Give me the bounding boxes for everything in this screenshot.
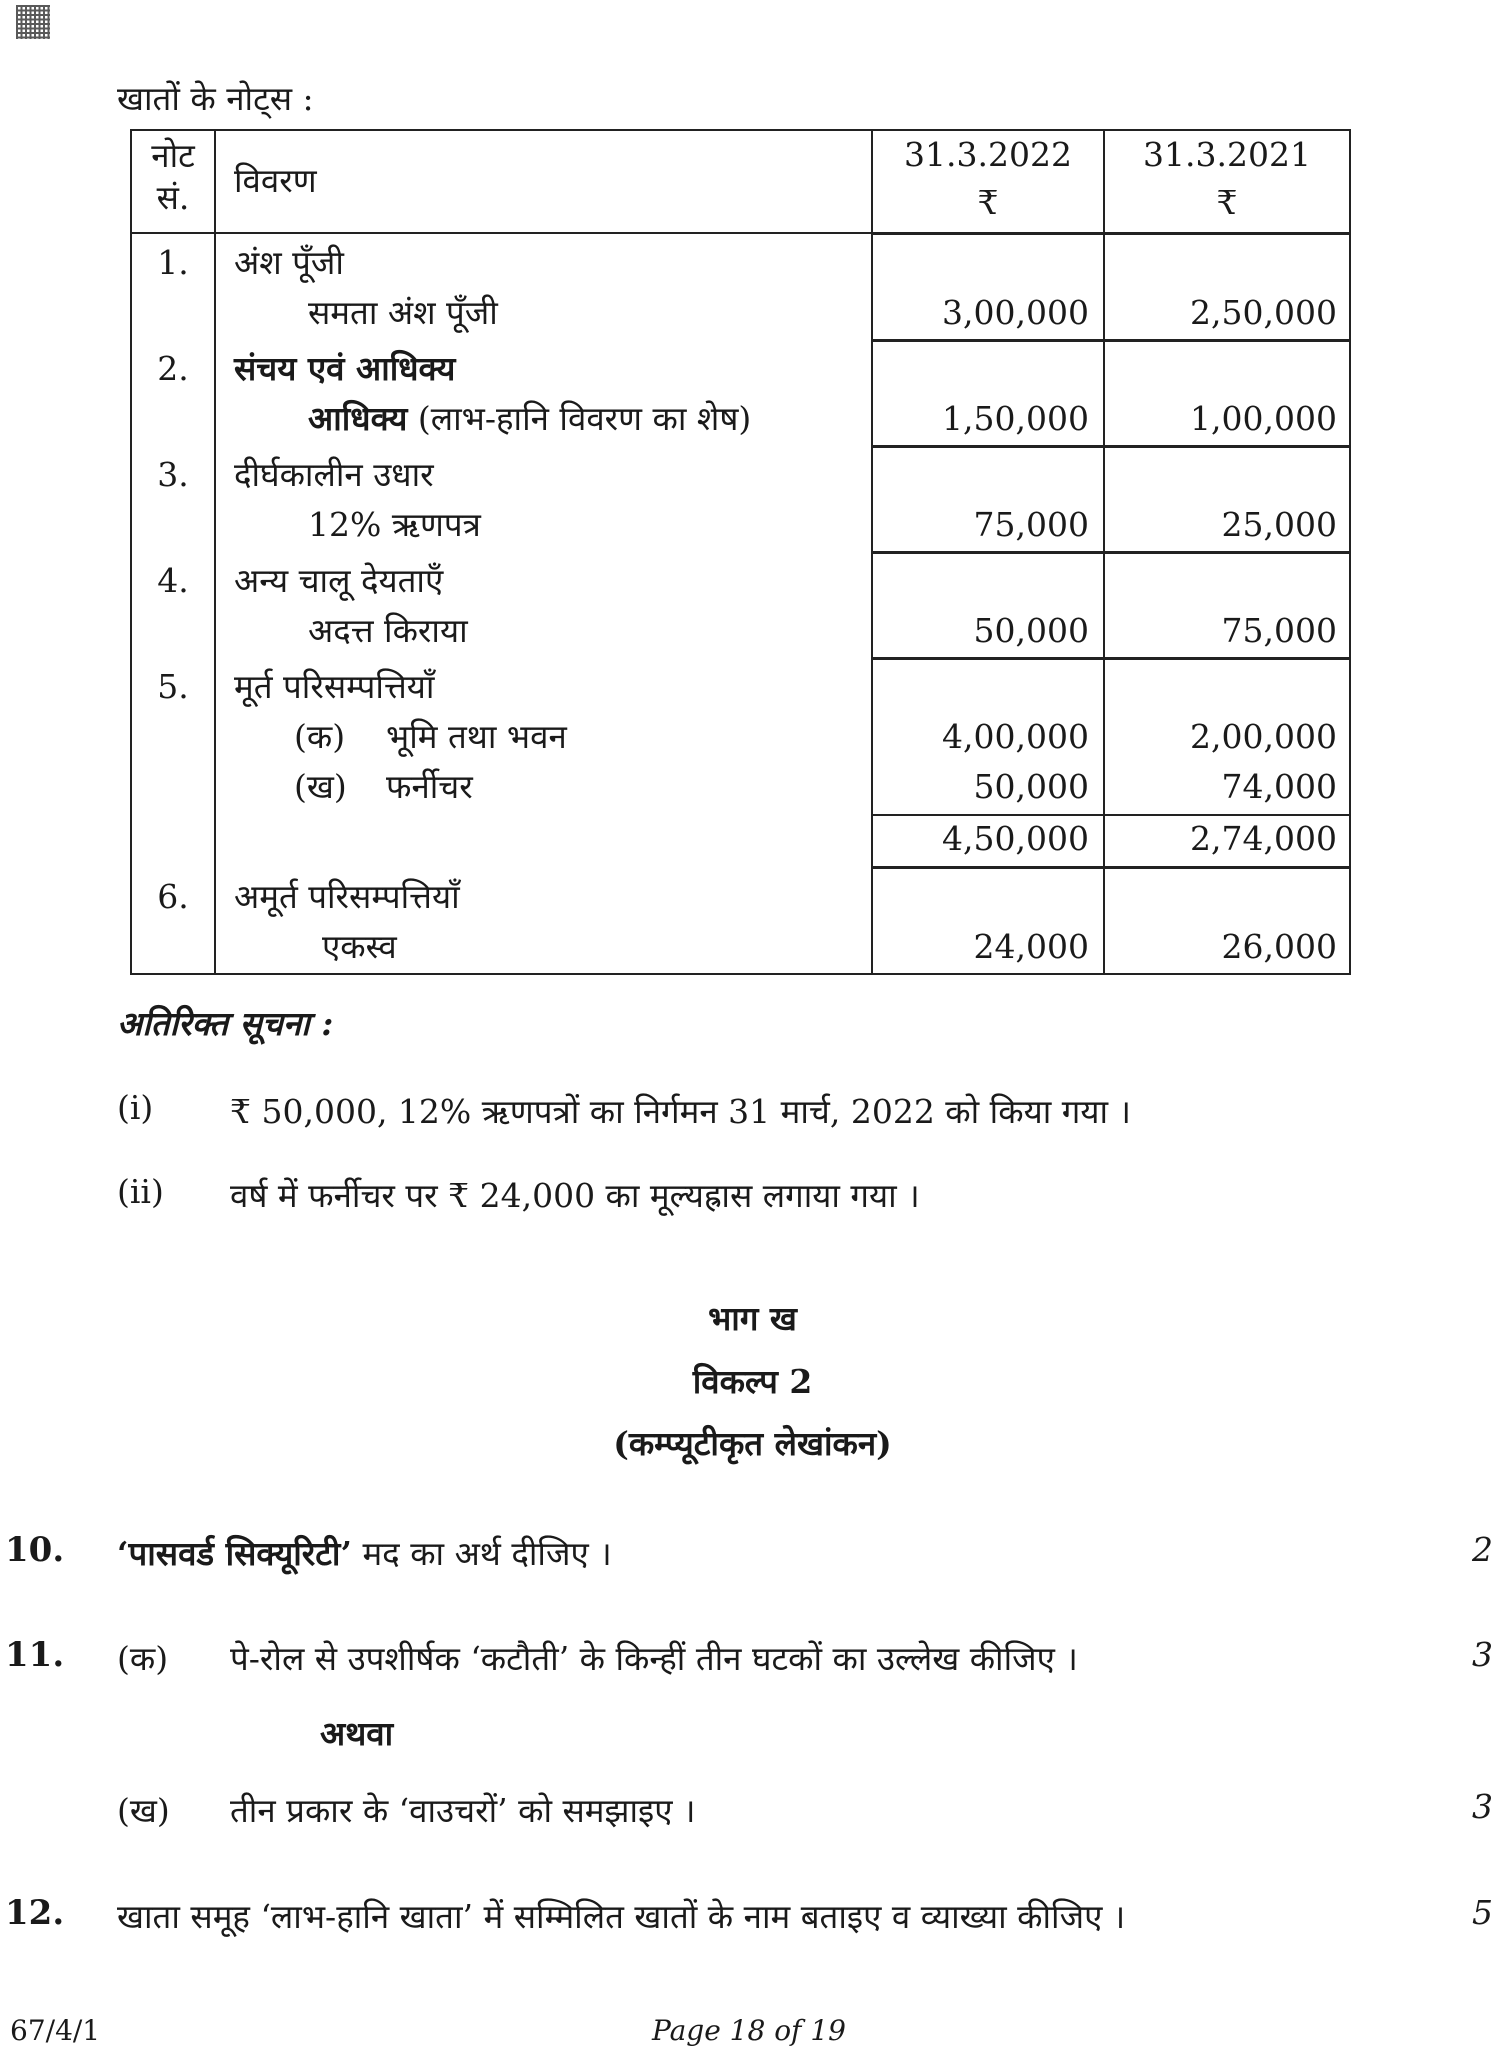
extra-info-1-text: ₹ 50,000, 12% ऋणपत्रों का निर्गमन 31 मार्च, 2022 को किया गया । xyxy=(230,1092,1132,1131)
question-12-text: खाता समूह ‘लाभ-हानि खाता’ में सम्मिलित खातों के नाम बताइए व व्याख्या कीजिए । xyxy=(117,1897,1126,1936)
header-particulars: विवरण xyxy=(234,161,317,200)
extra-info-2-label: (ii) xyxy=(117,1172,164,1211)
section-subtitle: (कम्प्यूटीकृत लेखांकन) xyxy=(613,1424,892,1463)
section-option: विकल्प 2 xyxy=(692,1362,813,1401)
row-2-no: 2. xyxy=(157,349,189,388)
question-11a-label: (क) xyxy=(117,1639,169,1678)
row-2-sub-bold: आधिक्य xyxy=(308,399,408,438)
row-6-no: 6. xyxy=(157,877,189,916)
question-12-marks: 5 xyxy=(1472,1893,1493,1932)
row-2-value-2022: 1,50,000 xyxy=(942,399,1089,438)
row-4-value-2021: 75,000 xyxy=(1221,611,1337,650)
question-10-marks: 2 xyxy=(1472,1530,1493,1569)
notes-title: खातों के नोट्स : xyxy=(117,79,314,118)
extra-info-2-text: वर्ष में फर्नीचर पर ₹ 24,000 का मूल्यह्रास लगाया गया । xyxy=(230,1176,920,1215)
row-6-head: अमूर्त परिसम्पत्तियाँ xyxy=(234,877,460,916)
row-5-item-1-value-2022: 4,00,000 xyxy=(942,717,1089,756)
row-4-head: अन्य चालू देयताएँ xyxy=(234,561,444,600)
row-5-subtotal-line xyxy=(871,814,1351,816)
paper-code: 67/4/1 xyxy=(10,2014,101,2047)
row-1-head: अंश पूँजी xyxy=(234,243,344,282)
row-5-item-2-label: (ख) xyxy=(294,767,347,806)
extra-info-title: अतिरिक्त सूचना : xyxy=(117,1004,334,1043)
row-6-sub: एकस्व xyxy=(322,927,397,966)
row-1-value-2022: 3,00,000 xyxy=(942,293,1089,332)
notes-table xyxy=(130,129,1351,975)
table-header-divider-thick xyxy=(871,232,1351,235)
row-2-value-2021: 1,00,000 xyxy=(1190,399,1337,438)
header-year-2022: 31.3.2022 xyxy=(904,135,1072,174)
row-5-item-1-value-2021: 2,00,000 xyxy=(1190,717,1337,756)
row-3-head: दीर्घकालीन उधार xyxy=(234,455,434,494)
question-10-number: 10. xyxy=(5,1530,65,1570)
row-1-underline xyxy=(871,339,1351,342)
row-5-item-2-text: फर्नीचर xyxy=(386,767,473,806)
row-5-total-2021: 2,74,000 xyxy=(1190,819,1337,858)
question-12-number: 12. xyxy=(5,1893,65,1933)
row-2-underline xyxy=(871,445,1351,448)
question-11b-text: तीन प्रकार के ‘वाउचरों’ को समझाइए । xyxy=(230,1791,696,1830)
row-3-value-2022: 75,000 xyxy=(973,505,1089,544)
row-4-underline xyxy=(871,657,1351,660)
row-5-item-1-label: (क) xyxy=(294,717,346,756)
row-5-item-2-value-2022: 50,000 xyxy=(973,767,1089,806)
table-col-divider-1 xyxy=(214,129,216,975)
question-10-text xyxy=(117,1530,612,1575)
row-2-head: संचय एवं आधिक्य xyxy=(234,349,456,388)
header-currency-2022: ₹ xyxy=(977,183,999,222)
row-5-no: 5. xyxy=(157,667,189,706)
header-note-no: नोट सं. xyxy=(151,136,195,217)
row-1-no: 1. xyxy=(157,243,189,282)
row-5-item-2-value-2021: 74,000 xyxy=(1221,767,1337,806)
question-11a-text: पे-रोल से उपशीर्षक ‘कटौती’ के किन्हीं तीन घटकों का उल्लेख कीजिए । xyxy=(230,1639,1078,1678)
row-1-sub: समता अंश पूँजी xyxy=(308,293,498,332)
row-5-underline xyxy=(871,866,1351,869)
table-border-top xyxy=(130,129,1351,131)
question-11b-label: (ख) xyxy=(117,1791,170,1830)
table-border-bottom xyxy=(130,973,1351,975)
or-separator: अथवा xyxy=(320,1714,394,1753)
row-6-value-2022: 24,000 xyxy=(973,927,1089,966)
row-4-no: 4. xyxy=(157,561,189,600)
row-5-item-1-text: भूमि तथा भवन xyxy=(386,717,567,756)
question-11b-marks: 3 xyxy=(1472,1787,1493,1826)
row-4-value-2022: 50,000 xyxy=(973,611,1089,650)
question-10-rest: मद का अर्थ दीजिए । xyxy=(351,1534,612,1573)
row-2-sub xyxy=(308,399,751,439)
header-year-2021: 31.3.2021 xyxy=(1143,135,1311,174)
qr-code-icon xyxy=(16,5,50,39)
row-3-value-2021: 25,000 xyxy=(1221,505,1337,544)
row-5-total-2022: 4,50,000 xyxy=(942,819,1089,858)
question-10-term: ‘पासवर्ड सिक्यूरिटी’ xyxy=(117,1534,352,1573)
row-2-sub-text: (लाभ-हानि विवरण का शेष) xyxy=(407,399,752,438)
row-3-no: 3. xyxy=(157,455,189,494)
row-1-value-2021: 2,50,000 xyxy=(1190,293,1337,332)
row-3-sub: 12% ऋणपत्र xyxy=(308,505,481,544)
row-4-sub: अदत्त किराया xyxy=(308,611,468,650)
section-part: भाग ख xyxy=(708,1299,797,1338)
question-11a-marks: 3 xyxy=(1472,1635,1493,1674)
header-currency-2021: ₹ xyxy=(1216,183,1238,222)
row-5-head: मूर्त परिसम्पत्तियाँ xyxy=(234,667,435,706)
row-3-underline xyxy=(871,551,1351,554)
extra-info-1-label: (i) xyxy=(117,1088,154,1127)
row-6-value-2021: 26,000 xyxy=(1221,927,1337,966)
question-11-number: 11. xyxy=(5,1635,65,1675)
page-number: Page 18 of 19 xyxy=(652,2014,846,2047)
